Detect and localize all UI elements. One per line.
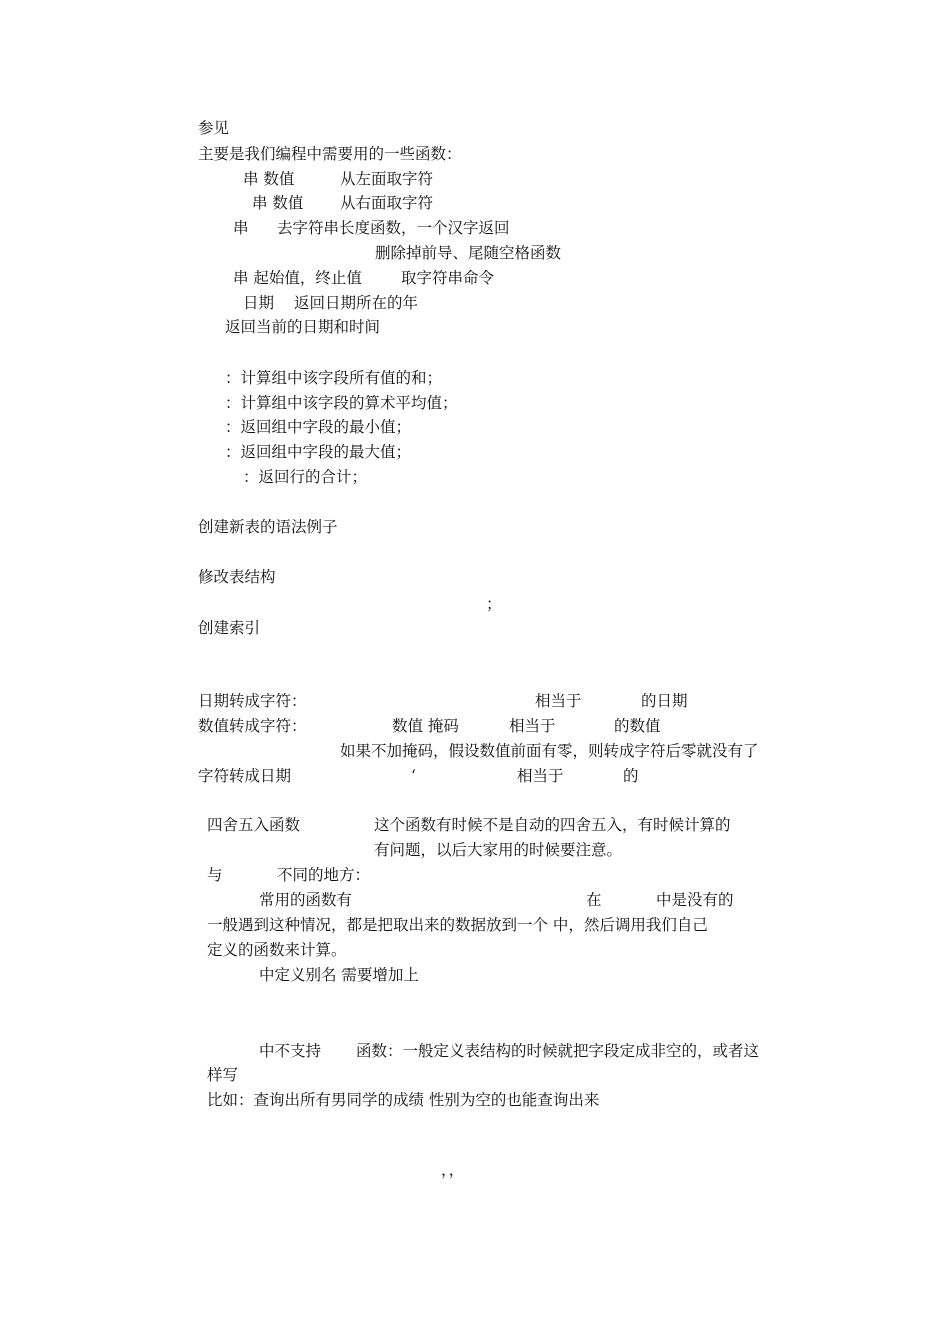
year-func: 日期 bbox=[243, 294, 275, 312]
trailing-commas: ，， bbox=[441, 1161, 465, 1179]
num-to-char-equiv: 相当于 bbox=[509, 717, 556, 735]
left-func: 串 数值 bbox=[243, 170, 295, 188]
intro-text: 主要是我们编程中需要用的一些函数： bbox=[198, 145, 462, 163]
diff-paragraph-1: 一般遇到这种情况，都是把取出来的数据放到一个 中，然后调用我们自己 bbox=[207, 916, 708, 934]
diff-in: 在 bbox=[586, 891, 602, 909]
diff-and: 与 bbox=[207, 866, 223, 884]
aggregate-max: ：返回组中字段的最大值； bbox=[225, 443, 412, 461]
aggregate-sum: ：计算组中该字段所有值的和； bbox=[225, 369, 443, 387]
right-func: 串 数值 bbox=[252, 194, 304, 212]
num-to-char-args: 数值 掩码 bbox=[392, 717, 459, 735]
num-to-char-label: 数值转成字符： bbox=[198, 717, 307, 735]
nvl-note-2: 样写 bbox=[207, 1066, 239, 1084]
create-index-heading: 创建索引 bbox=[198, 619, 261, 637]
nvl-unsupported: 中不支持 bbox=[259, 1042, 322, 1060]
mid-func: 串 起始值，终止值 bbox=[233, 269, 362, 287]
num-mask-note: 如果不加掩码，假设数值前面有零，则转成字符后零就没有了 bbox=[340, 742, 759, 760]
see-also: 参见 bbox=[198, 119, 230, 137]
left-desc: 从左面取字符 bbox=[340, 170, 434, 188]
alter-table-heading: 修改表结构 bbox=[198, 568, 276, 586]
num-to-char-result: 的数值 bbox=[614, 717, 661, 735]
date-to-char-equiv: 相当于 bbox=[535, 692, 582, 710]
rounding-note-2: 有问题，以后大家用的时候要注意。 bbox=[374, 841, 623, 859]
right-desc: 从右面取字符 bbox=[340, 194, 434, 212]
char-to-date-quote: ‘ bbox=[411, 767, 416, 785]
diff-title: 不同的地方： bbox=[277, 866, 371, 884]
aggregate-min: ：返回组中字段的最小值； bbox=[225, 418, 412, 436]
diff-paragraph-2: 定义的函数来计算。 bbox=[207, 941, 347, 959]
rounding-note-1: 这个函数有时候不是自动的四舍五入，有时候计算的 bbox=[374, 816, 731, 834]
nvl-note-1: 函数：一般定义表结构的时候就把字段定成非空的，或者这 bbox=[356, 1042, 760, 1060]
char-to-date-result: 的 bbox=[623, 767, 639, 785]
char-to-date-equiv: 相当于 bbox=[517, 767, 564, 785]
date-to-char-result: 的日期 bbox=[641, 692, 688, 710]
year-desc: 返回日期所在的年 bbox=[294, 294, 419, 312]
len-func: 串 bbox=[233, 219, 249, 237]
date-to-char-label: 日期转成字符： bbox=[198, 692, 307, 710]
char-to-date-label: 字符转成日期 bbox=[198, 767, 292, 785]
nvl-example: 比如：查询出所有男同学的成绩 性别为空的也能查询出来 bbox=[207, 1091, 600, 1109]
mid-desc: 取字符串命令 bbox=[401, 269, 495, 287]
trim-desc: 删除掉前导、尾随空格函数 bbox=[375, 244, 562, 262]
len-desc: 去字符串长度函数，一个汉字返回 bbox=[277, 219, 510, 237]
alias-note: 中定义别名 需要增加上 bbox=[259, 966, 419, 984]
rounding-label: 四舍五入函数 bbox=[207, 816, 301, 834]
diff-missing: 中是没有的 bbox=[656, 891, 734, 909]
now-desc: 返回当前的日期和时间 bbox=[225, 318, 381, 336]
common-funcs: 常用的函数有 bbox=[259, 891, 353, 909]
aggregate-avg: ：计算组中该字段的算术平均值； bbox=[225, 394, 458, 412]
create-table-heading: 创建新表的语法例子 bbox=[198, 518, 338, 536]
semicolon: ； bbox=[486, 595, 502, 613]
aggregate-count: ：返回行的合计； bbox=[243, 468, 368, 486]
